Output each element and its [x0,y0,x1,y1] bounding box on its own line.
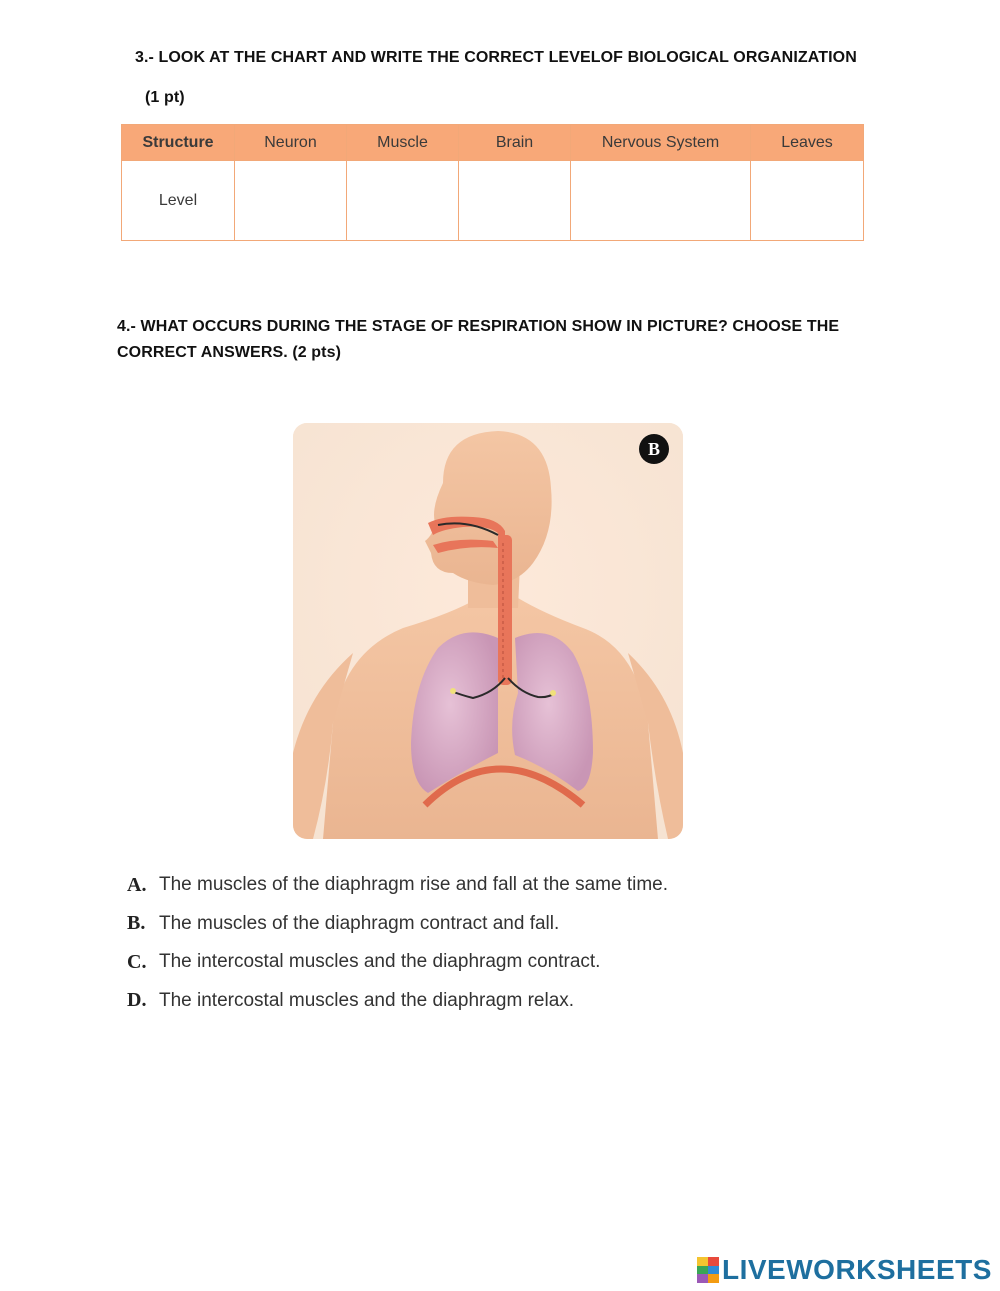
structure-header: Structure [122,125,235,161]
question-3-points: (1 pt) [145,89,185,106]
level-cell-muscle[interactable] [347,161,459,241]
option-c[interactable] [127,943,668,982]
option-letter: D. [127,989,147,1012]
question-4-title: 4.- WHAT OCCURS DURING THE STAGE OF RESPIRATION SHOW IN PICTURE? CHOOSE THE CORRECT ANSWERS. (2 pts) [117,318,840,361]
level-cell-neuron[interactable] [235,161,347,241]
column-neuron: Neuron [235,125,347,161]
option-letter: B. [127,912,146,935]
column-nervous-system: Nervous System [571,125,751,161]
chart-header-row [122,125,864,161]
option-letter: A. [127,873,147,896]
level-cell-nervous-system[interactable] [571,161,751,241]
column-brain: Brain [459,125,571,161]
chart-level-row [122,161,864,241]
brand-name: LIVEWORKSHEETS [722,1254,992,1285]
respiration-illustration [293,423,683,839]
option-text: The muscles of the diaphragm contract and fall. [159,912,560,934]
respiration-figure [293,423,683,839]
level-cell-brain[interactable] [459,161,571,241]
column-muscle: Muscle [347,125,459,161]
option-a[interactable] [127,866,668,905]
organization-chart [121,124,864,241]
option-b[interactable] [127,905,668,944]
answer-options [127,866,668,1020]
level-cell-leaves[interactable] [751,161,864,241]
question-3-title: 3.- LOOK AT THE CHART AND WRITE THE CORRECT LEVELOF BIOLOGICAL ORGANIZATION [135,49,857,66]
option-text: The muscles of the diaphragm rise and fall at the same time. [159,874,669,896]
logo-mark-icon [697,1257,719,1283]
liveworksheets-logo [697,1255,992,1285]
option-letter: C. [127,950,147,973]
figure-badge: B [647,439,661,459]
option-d[interactable] [127,982,668,1021]
column-leaves: Leaves [751,125,864,161]
option-text: The intercostal muscles and the diaphragm relax. [159,989,575,1011]
option-text: The intercostal muscles and the diaphragm contract. [159,951,601,973]
level-label: Level [122,161,235,241]
